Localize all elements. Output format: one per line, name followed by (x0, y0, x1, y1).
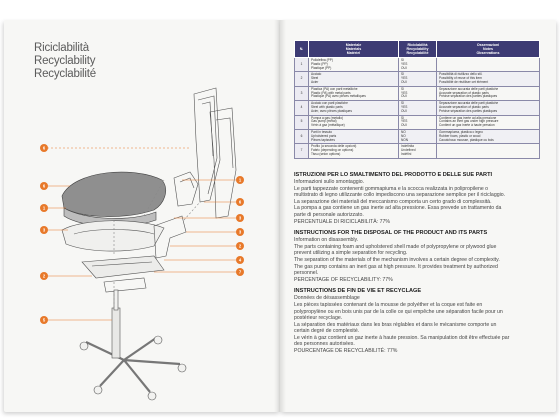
cell-line: Possibilità di riutilizzo dello stil. (439, 72, 483, 77)
cell-line: Pièces tapissées (311, 137, 335, 142)
row-number: 6 (295, 129, 309, 143)
materials-cell (309, 144, 399, 158)
booklet-spine (274, 20, 286, 412)
recyclable-cell (399, 58, 437, 72)
cell-line: YES (401, 90, 408, 95)
callout-label: 3 (238, 229, 242, 235)
row-number: 5 (295, 115, 309, 129)
callout-label: 3 (42, 227, 46, 233)
materials-cell (309, 129, 399, 143)
callout-label: 3 (238, 215, 242, 221)
backrest-shell (210, 108, 236, 218)
recyclable-cell (399, 72, 437, 86)
header-notes (437, 41, 540, 58)
recyclable-cell (399, 101, 437, 115)
cell-line: Contient un gaz inerte à haute pression (439, 123, 495, 128)
table-row (295, 86, 540, 100)
cell-line: Tissu (selon options) (311, 151, 341, 156)
cell-line (439, 153, 537, 157)
instruction-line: The gas pump contains an inert gas at high pressure. It provides treatment by authorized (294, 263, 498, 270)
cell-line: Plastic (PP) (311, 61, 328, 66)
instruction-line: Informazioni sullo smontaggio. (294, 179, 365, 185)
callout-label: 1 (42, 205, 46, 211)
cell-line: Accurate separation of plastic parts (439, 104, 489, 109)
table-row (295, 58, 540, 72)
recyclable-cell (399, 129, 437, 143)
mechanism (82, 256, 164, 278)
table-body (295, 58, 540, 159)
cell-line: YES (401, 104, 408, 109)
cell-line: Undefined (401, 148, 416, 153)
cell-line: Plastique (PP) (311, 65, 332, 70)
cell-line: Vérin à gaz (métallique) (311, 123, 345, 128)
cell-line: Possibility of reuse of this item (439, 76, 482, 81)
cell-line: Steel with plastic parts (311, 104, 343, 109)
instruction-line: parte di personale autorizzato. (294, 211, 364, 218)
cell-line: YES (401, 76, 408, 81)
callout-label: 4 (238, 257, 242, 263)
cell-line: Caoutchouc mousse, plastique ou bois (439, 137, 494, 142)
cell-line: YES (401, 61, 408, 66)
page-title (34, 42, 96, 81)
seat-cushion (62, 172, 166, 217)
table-header-row (295, 41, 540, 58)
cell-line: Gommapiuma, plastica o legno (439, 129, 483, 134)
cell-line: SI (401, 72, 405, 77)
notes-cell (437, 101, 540, 115)
callout-label: 2 (42, 273, 46, 279)
cell-line: OUI (401, 94, 407, 99)
instruction-line: La separazione dei materiali del meccanismo comporta un certo grado di complessità. (294, 198, 492, 205)
cell-line: Separazione accurata delle parti plastiche (439, 86, 499, 91)
seat-shell (62, 221, 164, 251)
title-french: Recyclabilité (34, 68, 96, 80)
materials-cell (309, 115, 399, 129)
instruction-line: PERCENTAGE OF RECYCLABILITY: 77% (294, 276, 393, 283)
row-number: 1 (295, 58, 309, 72)
table-row (295, 144, 540, 158)
recyclability-table (294, 40, 540, 159)
callout-label: 7 (238, 269, 242, 275)
cell-line: OUI (401, 123, 407, 128)
instruction-line: multistrato di legno utilizzante collo impediscono una separazione semplice per il riciclaggio. (294, 192, 506, 199)
header-line: Riciclabilità (407, 43, 428, 47)
cell-line: Upholstered parts (311, 133, 337, 138)
cell-line: SI (401, 115, 405, 120)
cell-line: Poliolefina (PP) (311, 58, 333, 62)
cell-line: NO (401, 133, 406, 138)
row-number: 3 (295, 86, 309, 100)
table-row (295, 129, 540, 143)
instruction-line: personnel. (294, 270, 319, 277)
cell-line: Rubber foam, plastic or wood (439, 133, 481, 138)
cell-line: SI (401, 86, 405, 91)
cell-line: OUI (401, 79, 407, 84)
row-number: 4 (295, 101, 309, 115)
instruction-line: certain degré de complexité. (294, 328, 360, 335)
instruction-line: La séparation des matériaux dans les bras réglables et dans le mécanisme comporte un (294, 321, 497, 328)
cell-line: Plastic (PA) with metal parts (311, 90, 351, 95)
instruction-line: Le vérin à gaz contient un gaz inerte à haute pression. Sa manipulation doit être effectuée par (294, 334, 510, 341)
cell-line: YES (401, 119, 408, 124)
cell-line: Pompa a gas (metallo) (311, 115, 344, 120)
right-page (280, 20, 556, 412)
callout-label: 6 (42, 183, 46, 189)
cell-line: Parti in tessuto (311, 129, 333, 134)
cell-line: NO (401, 129, 406, 134)
cell-line: Acciaio con parti plastiche (311, 101, 348, 106)
instruction-line: postérieur recyclage. (294, 315, 343, 322)
cell-line: Profilo (a seconda delle opzioni) (311, 144, 357, 149)
instruction-line: Le parti tappezzate contenenti gommapiuma e la scocca realizzata in polipropilene o (294, 185, 489, 192)
instruction-title: INSTRUCTIONS FOR THE DISPOSAL OF THE PRODUCT AND ITS PARTS (294, 230, 488, 237)
table-row (295, 101, 540, 115)
cell-line: OUI (401, 108, 407, 113)
recyclable-cell (399, 144, 437, 158)
materials-cell (309, 86, 399, 100)
header-number (295, 41, 309, 58)
header-line: Recyclability (406, 47, 429, 51)
instruction-line: des personnes autorisées. (294, 341, 355, 348)
cell-line: Acciaio (311, 72, 322, 77)
notes-cell (437, 129, 540, 143)
cell-line: SI (401, 58, 405, 62)
cell-line: NON (401, 137, 409, 142)
header-line: Matériel (346, 51, 361, 55)
header-recyclability (399, 41, 437, 58)
row-number: 2 (295, 72, 309, 86)
cell-line: Gas pump (metal) (311, 119, 337, 124)
title-english: Recyclability (34, 55, 96, 67)
booklet (4, 20, 556, 412)
cell-line: Contains an inert gas under high pressure (439, 119, 499, 124)
cell-line: Plastique (PA) avec pièces métalliques (311, 94, 366, 99)
cell-line: OUI (401, 65, 407, 70)
callout-label: 2 (238, 243, 242, 249)
instruction-section (294, 288, 544, 354)
instruction-title: ISTRUZIONI PER LO SMALTIMENTO DEL PRODOTTO E DELLE SUE PARTI (294, 172, 493, 178)
instruction-title: INSTRUCTIONS DE FIN DE VIE ET RECYCLAGE (294, 288, 422, 295)
cell-line: Indefinita (401, 144, 414, 149)
cell-line: Plastica (PA) con parti metalliche (311, 86, 358, 91)
header-line: Notes (483, 47, 493, 51)
header-line: Observations (476, 51, 500, 55)
left-page (4, 20, 280, 412)
instruction-line: Les pièces tapissées contenant de la mousse de polyéther et la coque est faite en (294, 301, 483, 308)
callout-label: 6 (42, 145, 46, 151)
cell-line: Indéfini (401, 151, 412, 156)
recyclable-cell (399, 115, 437, 129)
callout-label: 5 (42, 317, 46, 323)
cell-line: Acier, avec pièces plastiques (311, 108, 352, 113)
notes-cell (437, 72, 540, 86)
cell-line: Contiene un gas inerte ad alta pressione (439, 115, 497, 120)
table-row (295, 72, 540, 86)
materials-cell (309, 72, 399, 86)
row-number: 7 (295, 144, 309, 158)
instruction-line: prevent utilizing a simple separation for recycling. (294, 250, 408, 257)
cell-line: Steel (311, 76, 319, 81)
instruction-line: polypropylène ou en bois unis par de la colle ce qui empêche une séparation facile pour un (294, 308, 503, 315)
callout-label: 6 (238, 199, 242, 205)
header-line: Materials (345, 47, 362, 51)
instruction-section (294, 172, 544, 225)
title-italian: Riciclabilità (34, 42, 89, 54)
materials-cell (309, 58, 399, 72)
header-materials (309, 41, 399, 58)
instruction-section (294, 230, 544, 283)
instruction-line: La pompa a gas contiene un gas inerte ad alta pressione. Essa prevede un trattamento da (294, 205, 502, 212)
instruction-line: PERCENTUALE DI RICICLABILITÀ: 77% (294, 218, 390, 225)
base-star (86, 338, 180, 392)
cell-line: Accurate separation of plastic parts (439, 90, 489, 95)
materials-cell (309, 101, 399, 115)
instruction-line: The separation of the materials of the mechanism involves a certain degree of complexity. (294, 256, 500, 263)
cell-line: Possibilité de réutiliser cet élément (439, 79, 489, 84)
cell-line (439, 67, 537, 71)
instruction-line: POURCENTAGE DE RECYCLABILITÉ: 77% (294, 348, 398, 355)
cell-line: Fabric (depending on options) (311, 148, 354, 153)
cell-line: Acier (311, 79, 319, 84)
header-line: N. (299, 47, 304, 51)
notes-cell (437, 115, 540, 129)
notes-cell (437, 144, 540, 158)
header-line: Osservazioni (476, 43, 500, 47)
header-line: Materiale (345, 43, 362, 47)
table-row (295, 115, 540, 129)
cell-line: Précise séparation des parties plastiques (439, 94, 498, 99)
recyclable-cell (399, 86, 437, 100)
disposal-instructions (294, 172, 544, 360)
header-line: Recyclabilité (406, 51, 429, 55)
instruction-line: Données de désassemblage (294, 295, 360, 302)
instruction-line: Information on disassembly. (294, 237, 359, 244)
notes-cell (437, 58, 540, 72)
notes-cell (437, 86, 540, 100)
gas-pump (112, 308, 120, 358)
cell-line: Précise séparation des parties plastiques (439, 108, 498, 113)
callout-label: 1 (238, 177, 242, 183)
instruction-line: The parts containing foam and upholstered shell made of polypropylene or plywood glue (294, 243, 497, 250)
cell-line: Separazione accurata delle parti plastiche (439, 101, 499, 106)
cell-line: SI (401, 101, 405, 106)
lumbar-part (174, 172, 198, 206)
